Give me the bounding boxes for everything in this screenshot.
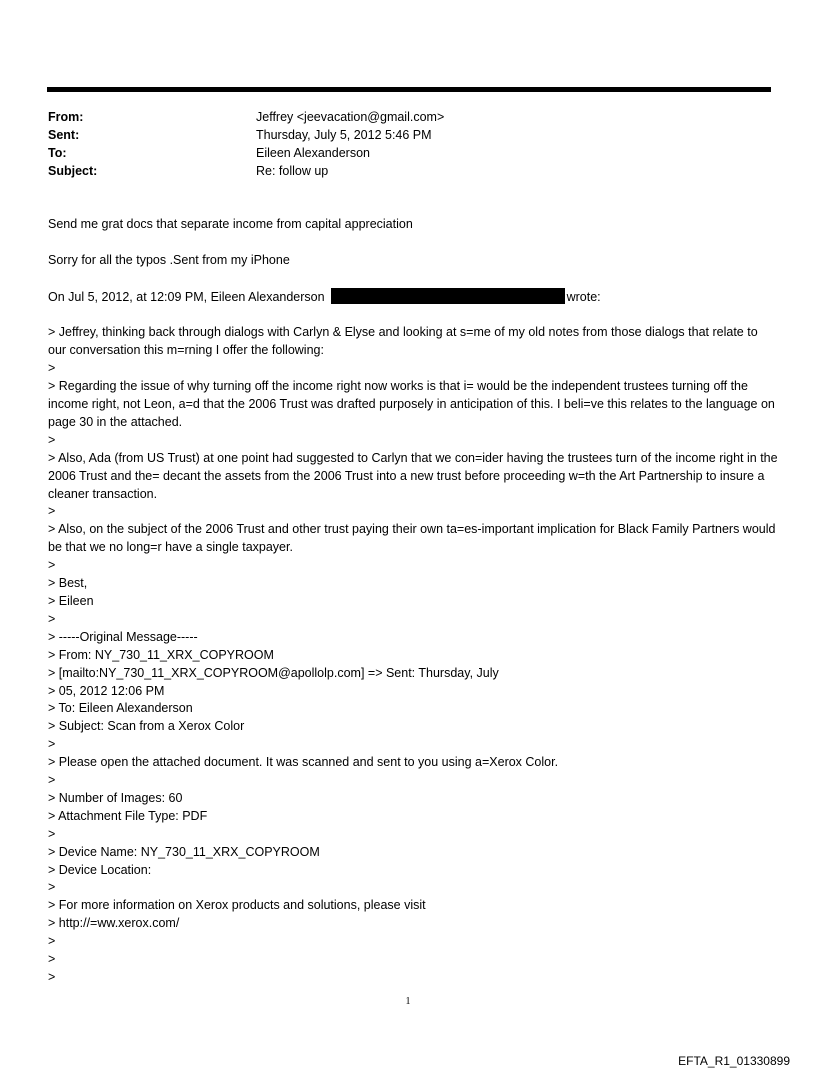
quoted-line: > Regarding the issue of why turning off the income right now works is that i= would be the independent trustees turning off the income right, not Leon, a=d that the 2006 Trust was drafted purposely in anticipation of this. I beli=ve this relates to the language on page 30 in the attached. (48, 379, 775, 429)
from-label: From: (48, 110, 84, 124)
document-id: EFTA_R1_01330899 (678, 1054, 790, 1068)
quoted-line: > (48, 880, 56, 895)
quote-intro (48, 288, 778, 307)
page-number: 1 (405, 996, 411, 1007)
quoted-line: > Also, Ada (from US Trust) at one point had suggested to Carlyn that we con=ider having the trustees turn of the income right in the 2006 Trust and the= decant the assets from the 2006 Trust into a new trust before proceeding w=th the Art Partnership to insure a cleaner transaction. (48, 450, 778, 501)
quoted-line: > 05, 2012 12:06 PM (48, 683, 165, 698)
quoted-line: > (48, 773, 56, 788)
subject-value: Re: follow up (256, 164, 329, 178)
quoted-line: > Device Name: NY_730_11_XRX_COPYROOM (48, 844, 320, 859)
sent-value: Thursday, July 5, 2012 5:46 PM (256, 128, 432, 142)
to-value: Eileen Alexanderson (256, 146, 370, 160)
quoted-line: > (48, 558, 56, 573)
email-body (48, 216, 778, 987)
from-value: Jeffrey <jeevacation@gmail.com> (256, 110, 445, 124)
body-line: Send me grat docs that separate income from capital appreciation (48, 217, 413, 231)
quoted-line: > [mailto:NY_730_11_XRX_COPYROOM@apollolp.com] => Sent: Thursday, July (48, 665, 499, 680)
quote-intro-text: On Jul 5, 2012, at 12:09 PM, Eileen Alexanderson (48, 289, 325, 304)
body-line: Sorry for all the typos .Sent from my iPhone (48, 252, 290, 267)
quoted-line: > http://=ww.xerox.com/ (48, 916, 180, 931)
quoted-line: > Please open the attached document. It was scanned and sent to you using a=Xerox Color. (48, 755, 559, 770)
header-rule (47, 87, 771, 92)
quoted-line: > Also, on the subject of the 2006 Trust and other trust paying their own ta=es-important implication for Black Family Partners would be that we no long=r have a single taxpayer. (48, 522, 776, 555)
quoted-line: > Subject: Scan from a Xerox Color (48, 719, 245, 734)
quoted-line: > (48, 737, 56, 752)
quoted-line: > (48, 361, 56, 376)
quoted-line: > (48, 970, 56, 985)
quoted-line: > To: Eileen Alexanderson (48, 701, 193, 716)
quoted-line: > Jeffrey, thinking back through dialogs with Carlyn & Elyse and looking at s=me of my old notes from those dialogs that relate to our conversation this m=rning I offer the following: (48, 325, 758, 358)
quoted-line: > (48, 611, 56, 626)
quote-intro-wrote: wrote: (566, 289, 601, 304)
quoted-line: > From: NY_730_11_XRX_COPYROOM (48, 647, 274, 662)
quoted-line: > (48, 934, 56, 949)
quoted-line: > (48, 952, 56, 967)
subject-label: Subject: (48, 164, 98, 178)
quoted-line: > Attachment File Type: PDF (48, 808, 208, 823)
quoted-line: > (48, 504, 56, 519)
quoted-line: > -----Original Message----- (48, 629, 198, 644)
to-label: To: (48, 146, 67, 160)
quoted-line: > Number of Images: 60 (48, 790, 183, 805)
redaction-bar (331, 288, 565, 304)
quoted-line: > Best, (48, 576, 88, 591)
quoted-line: > (48, 826, 56, 841)
quoted-line: > (48, 432, 56, 447)
sent-label: Sent: (48, 128, 80, 142)
quoted-line: > Eileen (48, 593, 94, 608)
quoted-line: > Device Location: (48, 862, 152, 877)
quoted-line: > For more information on Xerox products and solutions, please visit (48, 898, 426, 913)
